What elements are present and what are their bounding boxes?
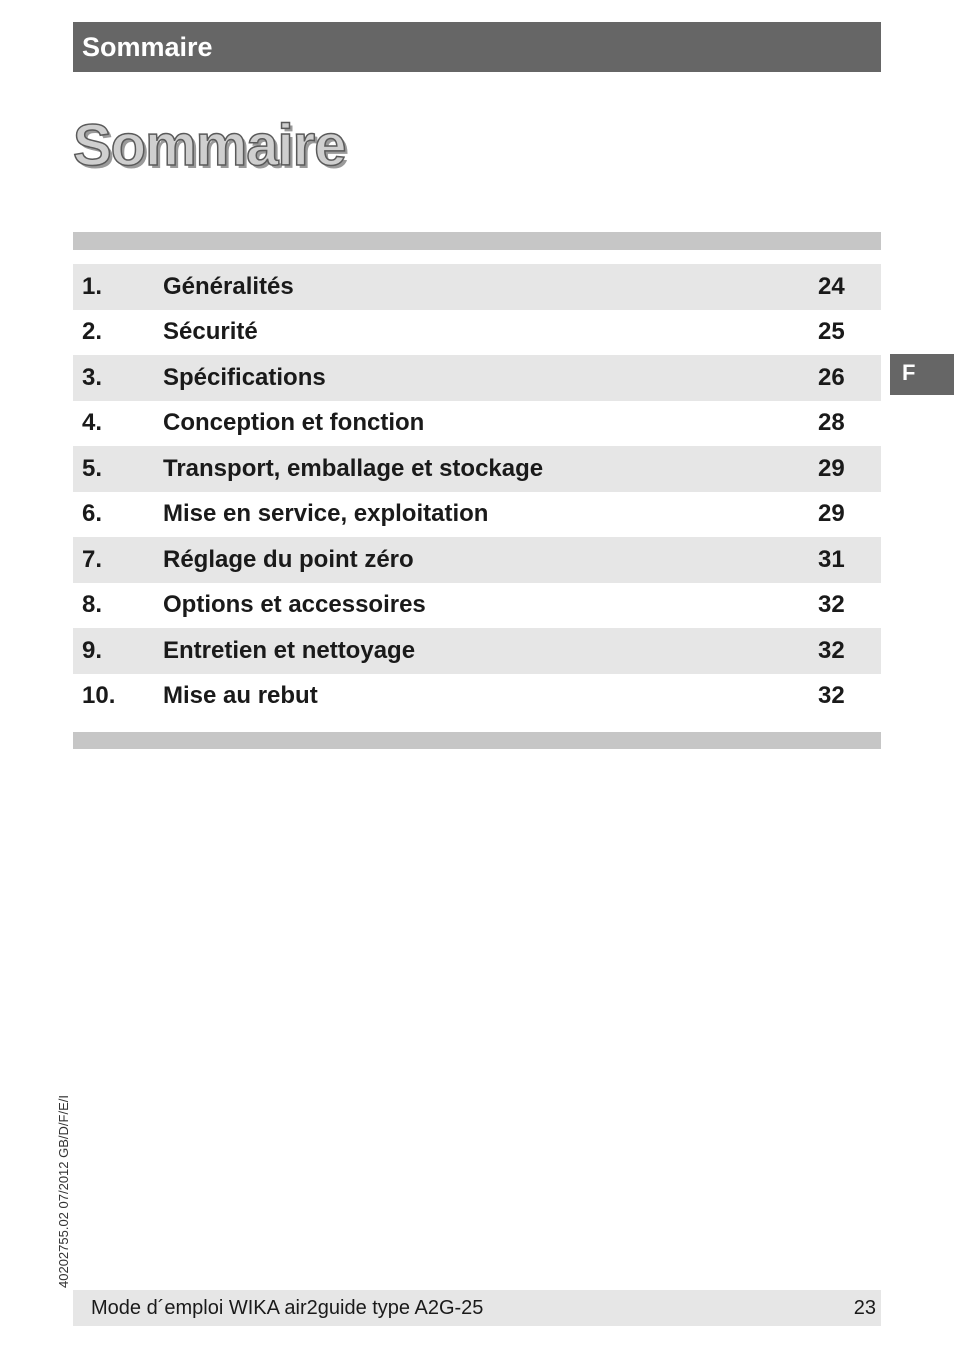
toc-top-rule bbox=[73, 232, 881, 250]
toc-page: 24 bbox=[818, 272, 845, 300]
toc-row[interactable] bbox=[73, 674, 881, 720]
toc-page: 31 bbox=[818, 545, 845, 573]
toc-title: Options et accessoires bbox=[163, 591, 426, 619]
toc-title: Entretien et nettoyage bbox=[163, 636, 416, 664]
toc-number: 5. bbox=[82, 454, 103, 482]
document-code: 40202755.02 07/2012 GB/D/F/E/I bbox=[56, 1095, 71, 1288]
toc-row[interactable] bbox=[73, 446, 881, 492]
toc-row[interactable] bbox=[73, 310, 881, 356]
toc-row[interactable] bbox=[73, 628, 881, 674]
toc-page: 32 bbox=[818, 682, 845, 710]
section-header-title: Sommaire bbox=[82, 32, 213, 62]
toc-row[interactable] bbox=[73, 537, 881, 583]
toc-page: 28 bbox=[818, 409, 845, 437]
toc-page: 32 bbox=[818, 591, 845, 619]
toc-title: Conception et fonction bbox=[163, 409, 425, 437]
toc-title: Sécurité bbox=[163, 318, 258, 346]
toc-number: 9. bbox=[82, 636, 103, 664]
toc-title: Généralités bbox=[163, 272, 294, 300]
section-header bbox=[73, 22, 881, 72]
toc-number: 3. bbox=[82, 363, 103, 391]
toc-number: 10. bbox=[82, 682, 116, 710]
page-title: Sommaire bbox=[73, 113, 346, 178]
toc-number: 1. bbox=[82, 272, 103, 300]
toc-page: 29 bbox=[818, 500, 845, 528]
toc-row[interactable] bbox=[73, 355, 881, 401]
toc-title: Transport, emballage et stockage bbox=[163, 454, 544, 482]
page-number: 23 bbox=[853, 1296, 876, 1319]
toc-number: 8. bbox=[82, 591, 103, 619]
toc-row[interactable] bbox=[73, 492, 881, 538]
toc-title: Mise au rebut bbox=[163, 682, 318, 710]
toc-number: 2. bbox=[82, 318, 103, 346]
toc-row[interactable] bbox=[73, 264, 881, 310]
toc-title: Spécifications bbox=[163, 363, 326, 391]
toc-row[interactable] bbox=[73, 583, 881, 629]
page-footer bbox=[73, 1290, 881, 1326]
table-of-contents bbox=[73, 264, 881, 719]
footer-text: Mode d´emploi WIKA air2guide type A2G-25 bbox=[91, 1296, 484, 1319]
language-tab bbox=[890, 354, 954, 395]
toc-row[interactable] bbox=[73, 401, 881, 447]
toc-number: 7. bbox=[82, 545, 103, 573]
toc-page: 29 bbox=[818, 454, 845, 482]
toc-title: Mise en service, exploitation bbox=[163, 500, 489, 528]
language-tab-label: F bbox=[902, 360, 916, 385]
toc-title: Réglage du point zéro bbox=[163, 545, 414, 573]
toc-number: 4. bbox=[82, 409, 103, 437]
toc-number: 6. bbox=[82, 500, 103, 528]
toc-page: 26 bbox=[818, 363, 845, 391]
toc-page: 32 bbox=[818, 636, 845, 664]
toc-bottom-rule bbox=[73, 732, 881, 749]
toc-page: 25 bbox=[818, 318, 845, 346]
